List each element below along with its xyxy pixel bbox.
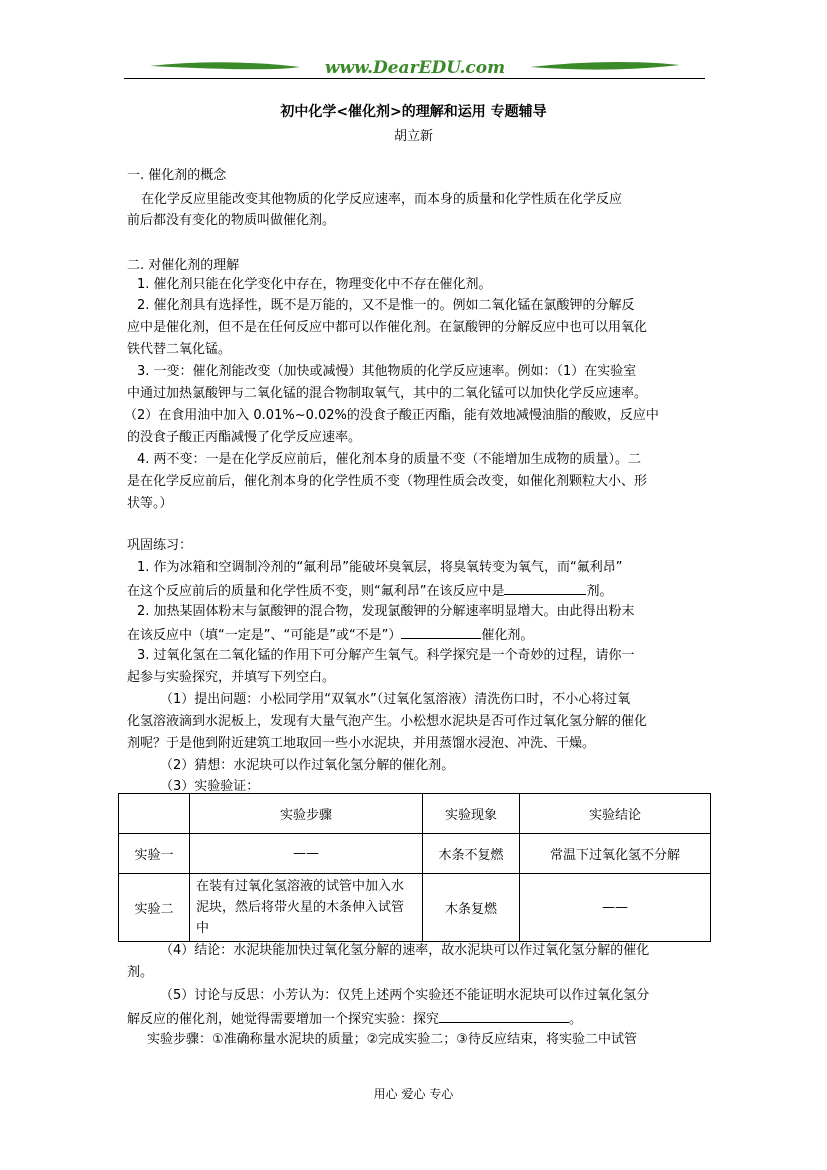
question-text: 在该反应中（填“一定是”、“可能是”或“不是”） xyxy=(127,628,402,643)
paragraph-line: 铁代替二氧化锰。 xyxy=(127,342,232,357)
paragraph-line: （3）实验验证： xyxy=(160,779,260,794)
header-divider xyxy=(124,78,705,79)
table-cell: 木条不复燃 xyxy=(423,834,520,874)
paragraph-line: 前后都没有变化的物质叫做催化剂。 xyxy=(127,213,336,228)
paragraph-line: 状等。） xyxy=(127,496,173,511)
list-item: 4. 两不变：一是在化学反应前后，催化剂本身的质量不变（不能增加生成物的质量）。二 xyxy=(137,452,642,467)
question-line: 2. 加热某固体粉末与氯酸钾的混合物，发现氯酸钾的分解速率明显增大。由此得出粉末 xyxy=(137,604,635,619)
answer-blank[interactable] xyxy=(504,582,586,595)
paragraph-line: 实验步骤：①准确称量水泥块的质量；②完成实验二；③待反应结束，将实验二中试管 xyxy=(147,1032,637,1047)
section-heading: 巩固练习： xyxy=(127,538,193,553)
table-cell: —— xyxy=(520,874,711,942)
author: 胡立新 xyxy=(393,129,433,144)
paragraph-line: （1）提出问题：小松同学用“双氧水”（过氧化氢溶液）清洗伤口时，不小心将过氧 xyxy=(160,692,631,707)
paragraph-line: 是在化学反应前后，催化剂本身的化学性质不变（物理性质会改变，如催化剂颗粒大小、形 xyxy=(127,474,648,489)
list-item: 1. 催化剂只能在化学变化中存在，物理变化中不存在催化剂。 xyxy=(137,277,492,292)
table-header-cell: 实验现象 xyxy=(423,794,520,834)
page-footer: 用心 爱心 专心 xyxy=(373,1087,454,1101)
table-row xyxy=(119,834,711,874)
paragraph-line xyxy=(127,1010,709,1028)
paragraph-line: 化氢溶液滴到水泥板上，发现有大量气泡产生。小松想水泥块是否可作过氧化氢分解的催化 xyxy=(127,714,648,729)
table-header-cell: 实验步骤 xyxy=(190,794,423,834)
table-header-cell: 实验结论 xyxy=(520,794,711,834)
paragraph-line: （4）结论：水泥块能加快过氧化氢分解的速率，故水泥块可以作过氧化氢分解的催化 xyxy=(160,943,650,958)
table-header-row xyxy=(119,794,711,834)
paragraph-line: 的没食子酸正丙酯减慢了化学反应速率。 xyxy=(127,430,362,445)
question-text: 在这个反应前后的质量和化学性质不变，则“氟利昂”在该反应中是 xyxy=(127,584,505,599)
question-text: 解反应的催化剂，她觉得需要增加一个探究实验：探究 xyxy=(127,1012,440,1027)
page-title: 初中化学<催化剂>的理解和运用 专题辅导 xyxy=(280,104,547,120)
list-item: 3. 一变：催化剂能改变（加快或减慢）其他物质的化学反应速率。例如：（1）在实验室 xyxy=(137,364,637,379)
question-line: 1. 作为冰箱和空调制冷剂的“氟利昂”能破坏臭氧层，将臭氧转变为氧气，而“氟利昂” xyxy=(137,560,623,575)
table-cell: 木条复燃 xyxy=(423,874,520,942)
question-line: 3. 过氧化氢在二氧化锰的作用下可分解产生氧气。科学探究是一个奇妙的过程，请你一 xyxy=(137,648,635,663)
paragraph-line: 中通过加热氯酸钾与二氧化锰的混合物制取氧气，其中的二氧化锰可以加快化学反应速率。 xyxy=(127,386,648,401)
table-cell: —— xyxy=(190,834,423,874)
paragraph-line: 剂呢？于是他到附近建筑工地取回一些小水泥块，并用蒸馏水浸泡、冲洗、干燥。 xyxy=(127,736,596,751)
experiment-table xyxy=(118,793,711,942)
list-item: 2. 催化剂具有选择性，既不是万能的，又不是惟一的。例如二氧化锰在氯酸钾的分解反 xyxy=(137,298,635,313)
question-text: 剂。 xyxy=(586,584,613,599)
answer-blank[interactable] xyxy=(439,1010,569,1023)
table-row xyxy=(119,874,711,942)
question-text: 。 xyxy=(569,1012,583,1027)
header-logo xyxy=(150,56,680,80)
answer-blank[interactable] xyxy=(401,626,481,639)
question-line xyxy=(127,626,709,644)
table-cell: 实验一 xyxy=(119,834,190,874)
paragraph-line: 在化学反应里能改变其他物质的化学反应速率，而本身的质量和化学性质在化学反应 xyxy=(141,192,623,207)
table-cell: 在装有过氧化氢溶液的试管中加入水泥块，然后将带火星的木条伸入试管中 xyxy=(190,874,423,942)
paragraph-line: （5）讨论与反思：小芳认为：仅凭上述两个实验还不能证明水泥块可以作过氧化氢分 xyxy=(160,988,650,1003)
paragraph-line: 应中是催化剂，但不是在任何反应中都可以作催化剂。在氯酸钾的分解反应中也可以用氧化 xyxy=(127,320,648,335)
paragraph-line: 剂。 xyxy=(127,965,154,980)
table-cell: 实验二 xyxy=(119,874,190,942)
table-header-cell xyxy=(119,794,190,834)
question-line: 起参与实验探究，并填写下列空白。 xyxy=(127,670,336,685)
paragraph-line: （2）猜想：水泥块可以作过氧化氢分解的催化剂。 xyxy=(160,758,455,773)
question-line xyxy=(127,582,709,600)
section-heading: 一. 催化剂的概念 xyxy=(127,168,227,183)
section-heading: 二. 对催化剂的理解 xyxy=(127,258,240,273)
paragraph-line: （2）在食用油中加入 0.01%~0.02%的没食子酸正丙酯，能有效地减慢油脂的酸败，反应中 xyxy=(124,408,659,423)
question-text: 催化剂。 xyxy=(481,628,534,643)
table-cell: 常温下过氧化氢不分解 xyxy=(520,834,711,874)
site-name: www.DearEDU.com xyxy=(324,58,506,78)
